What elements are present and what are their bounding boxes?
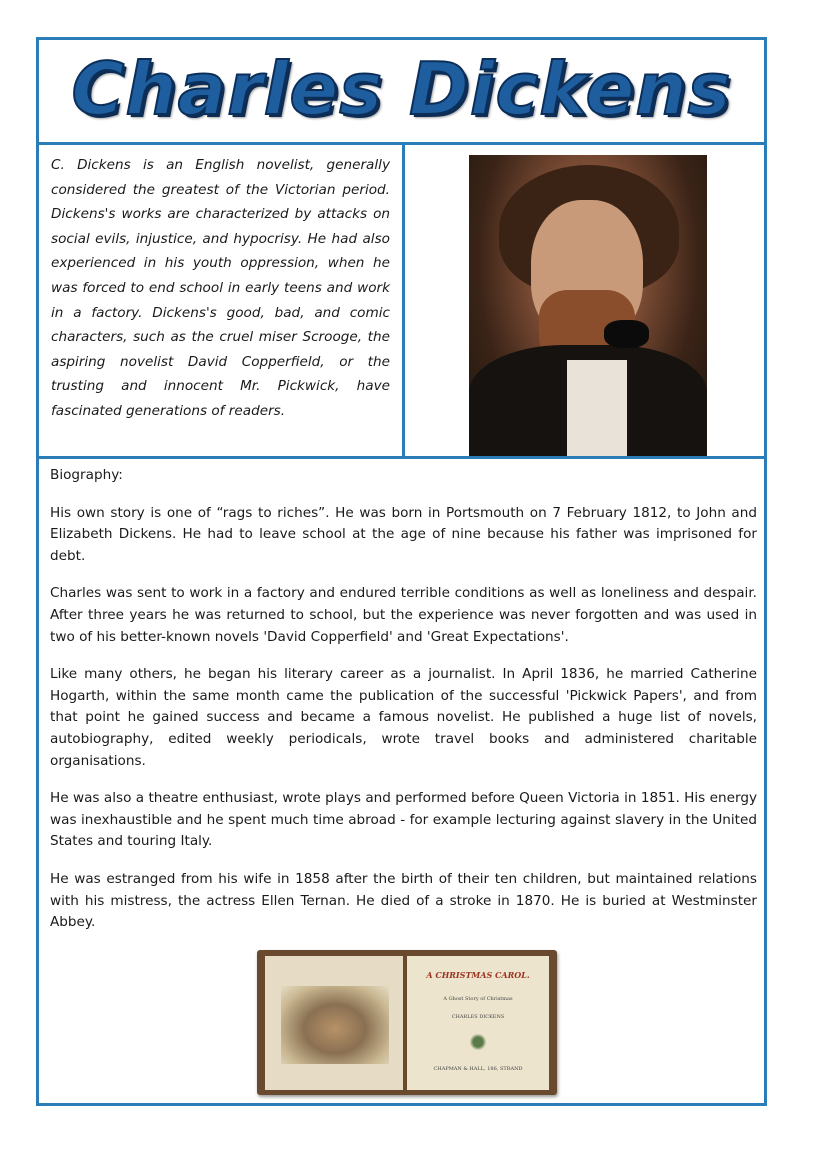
- biography-paragraph: He was estranged from his wife in 1858 after the birth of their ten children, but maintained relations with his mistress, the actress Ellen Ternan. He died of a stroke in 1870. He is buried at Westminster Abbey.: [50, 870, 757, 931]
- portrait-image: [469, 155, 707, 456]
- biography-paragraph: Like many others, he began his literary career as a journalist. In April 1836, he married Catherine Hogarth, within the same month came the publication of the successful 'Pickwick Papers', and from that point he gained success and became a famous novelist. He published a huge list of novels, autobiography, edited weekly periodicals, wrote travel books and administered charitable organisations.: [50, 666, 757, 769]
- biography-paragraph: His own story is one of “rags to riches”. He was born in Portsmouth on 7 February 1812, to John and Elizabeth Dickens. He had to leave school at the age of nine because his father was imprisoned for debt.: [50, 504, 757, 564]
- christmas-carol-book-image: [257, 950, 557, 1095]
- biography-paragraph: Charles was sent to work in a factory and endured terrible conditions as well as loneliness and despair. After three years he was returned to school, but the experience was never forgotten and was used in two of his better-known novels 'David Copperfield' and 'Great Expectations'.: [50, 585, 757, 645]
- book-illustration: [281, 986, 389, 1064]
- intro-row: [39, 145, 764, 459]
- book-author-text: CHARLES DICKENS: [451, 1014, 505, 1020]
- portrait-bowtie: [604, 320, 649, 348]
- title-box: [39, 40, 764, 145]
- book-vignette-icon: [469, 1034, 487, 1050]
- biography-heading: Biography:: [50, 467, 123, 483]
- biography-paragraph: He was also a theatre enthusiast, wrote plays and performed before Queen Victoria in 1851. His energy was inexhaustible and he spent much time abroad - for example lecturing against slavery in the United States and touring Italy.: [50, 790, 757, 850]
- book-title-page: [407, 956, 549, 1090]
- biography-section: [50, 465, 757, 950]
- portrait-shirt: [567, 360, 627, 456]
- page-title: Charles Dickens: [71, 47, 732, 131]
- book-publisher-text: CHAPMAN & HALL, 186, STRAND: [433, 1066, 523, 1072]
- book-subtitle-text: A Ghost Story of Christmas: [443, 996, 513, 1002]
- intro-text: C. Dickens is an English novelist, generally considered the greatest of the Victorian period. Dickens's works are characterized by attacks on social evils, injustice, and hypocrisy. He had also experienced in his youth oppression, when he was forced to end school in early teens and work in a factory. Dickens's good, bad, and comic characters, such as the cruel miser Scrooge, the aspiring novelist David Copperfield, or the trusting and innocent Mr. Pickwick, have fascinated generations of readers.: [39, 145, 405, 456]
- book-title-text: A CHRISTMAS CAROL.: [426, 970, 530, 980]
- book-left-page: [265, 956, 403, 1090]
- page-frame: [36, 37, 767, 1106]
